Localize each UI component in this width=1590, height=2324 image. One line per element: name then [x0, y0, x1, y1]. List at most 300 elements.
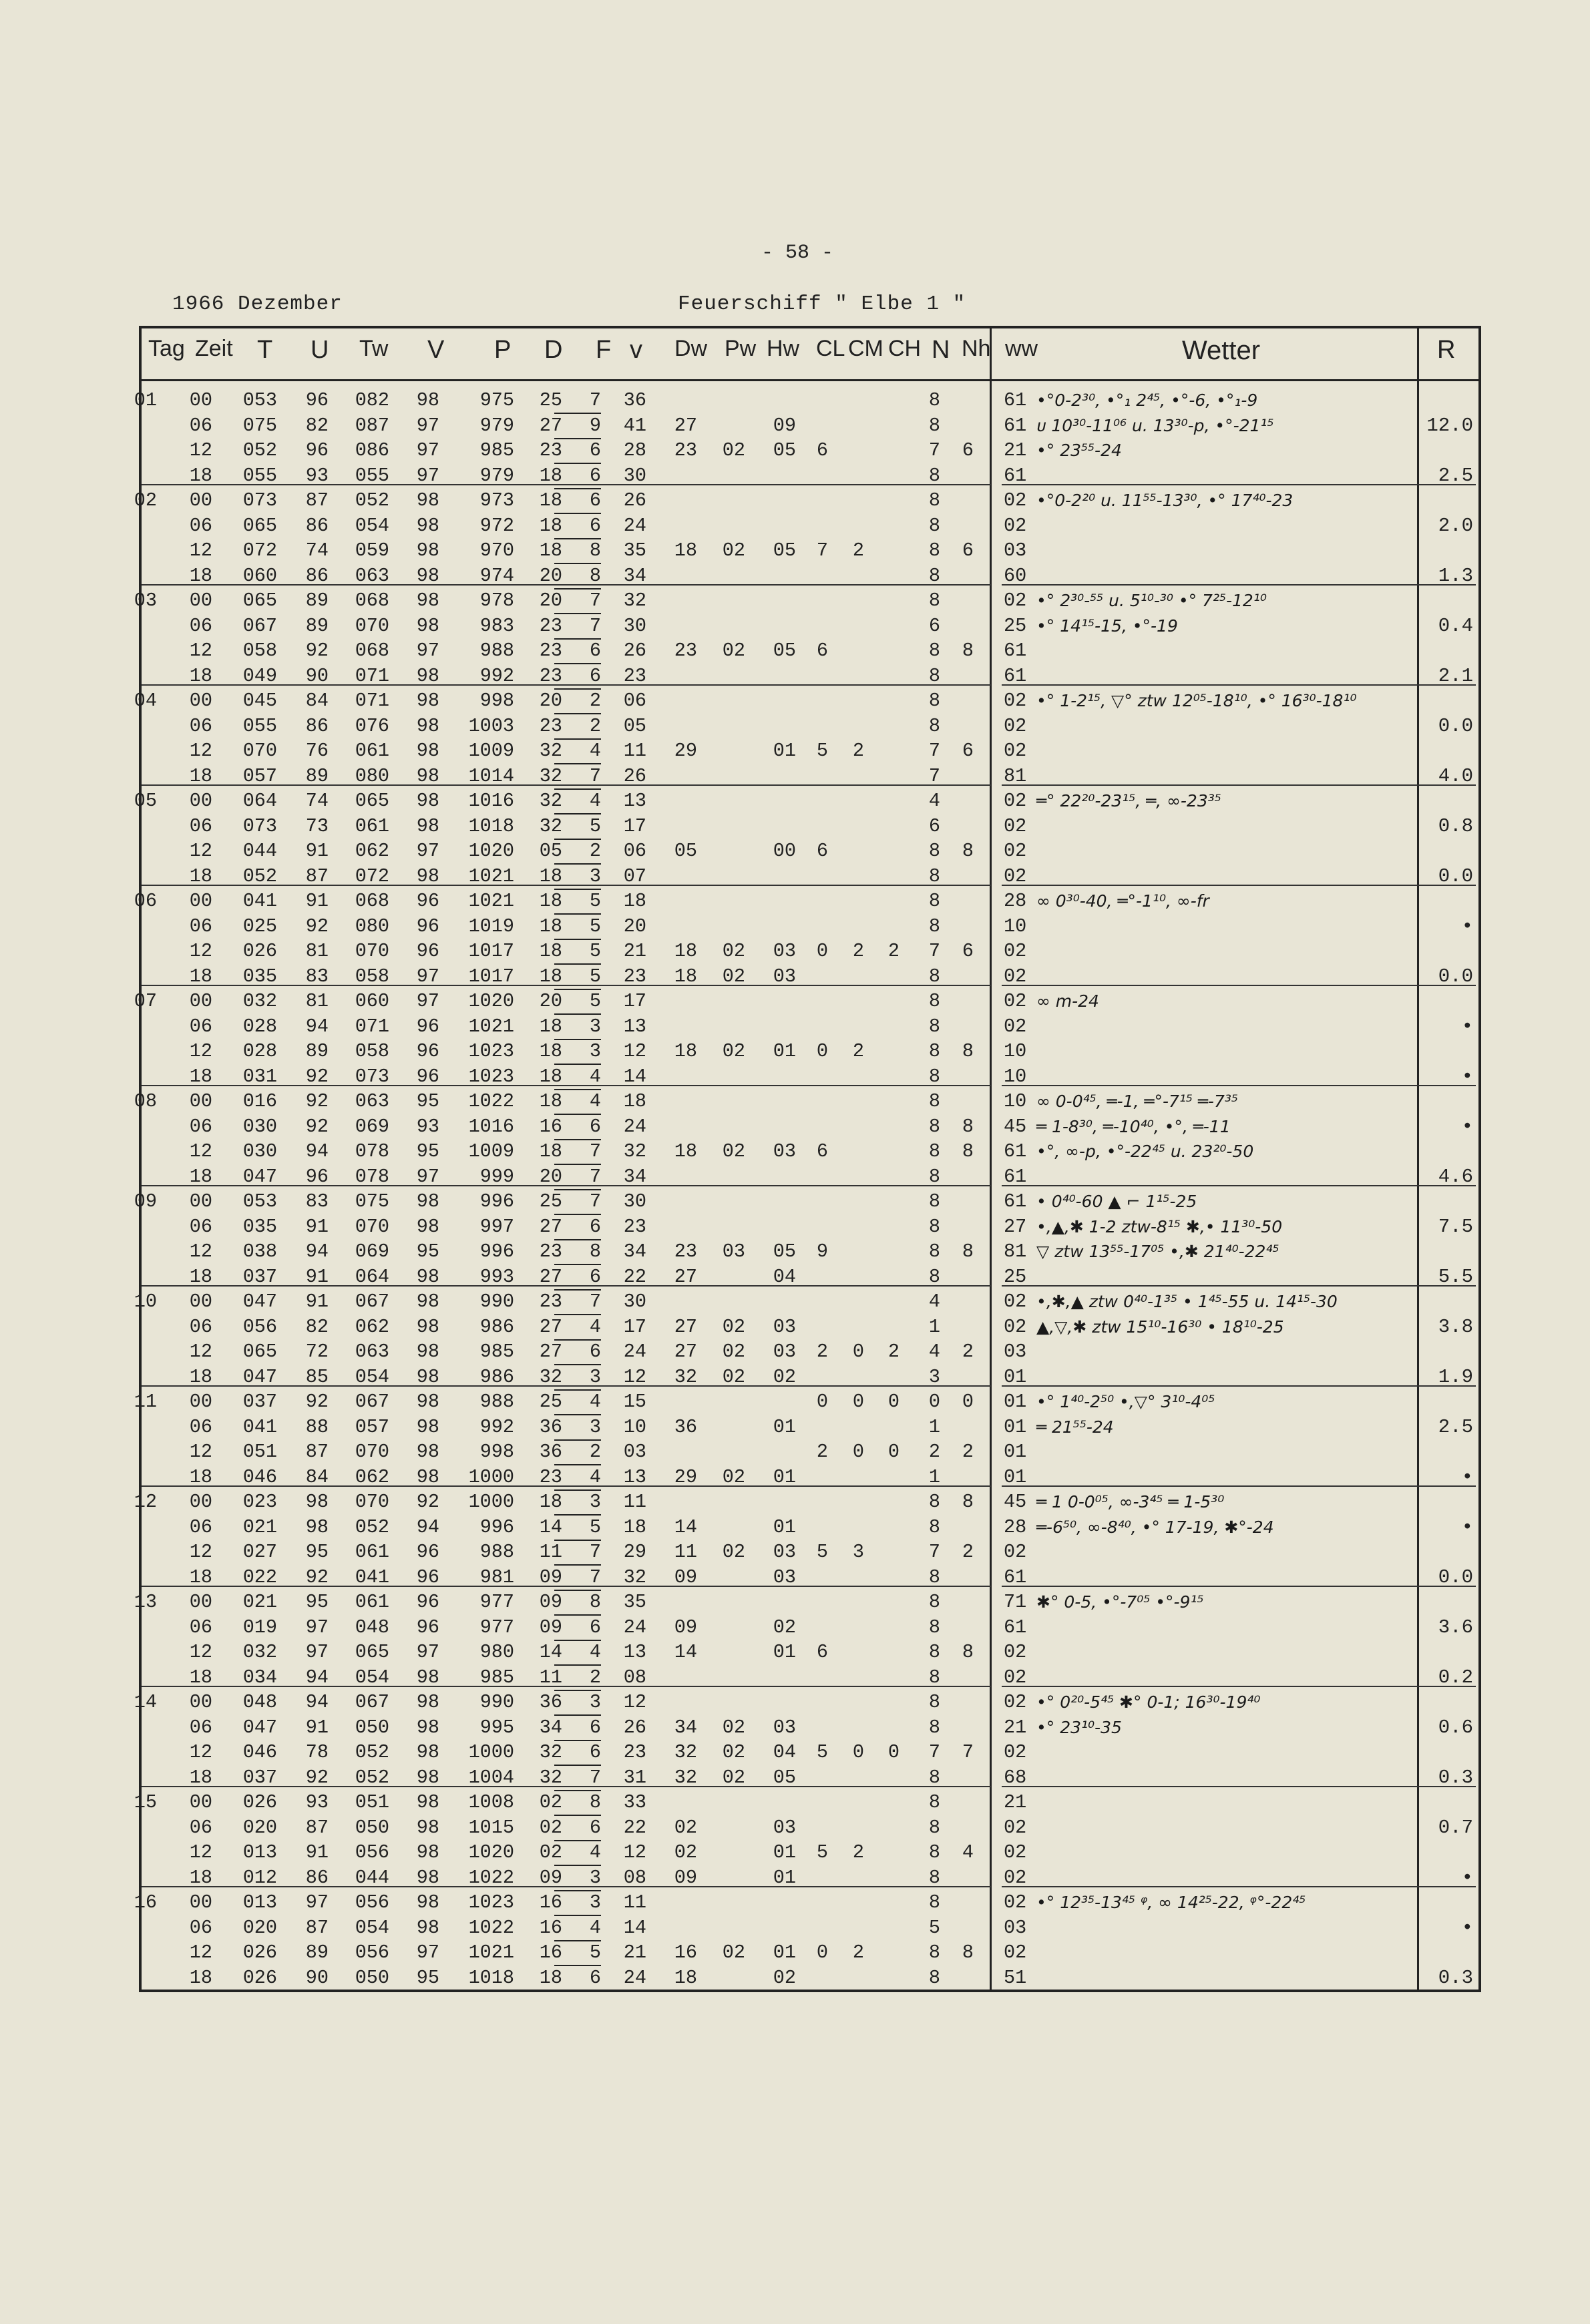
- cell-t: 070: [242, 740, 277, 762]
- cell-time: 12: [189, 1941, 212, 1963]
- cell-f: 6: [554, 1264, 601, 1291]
- cell-n: 8: [928, 1616, 940, 1638]
- cell-v: 96: [416, 915, 439, 937]
- cell-ww: 61: [1004, 1165, 1027, 1188]
- cell-n: 7: [928, 940, 940, 962]
- cell-tw: 080: [355, 764, 389, 787]
- cell-n: 8: [928, 464, 940, 487]
- cell-r: 5.5: [1438, 1265, 1473, 1288]
- cell-v: 98: [416, 740, 439, 762]
- col-header-wetter: Wetter: [1182, 336, 1261, 365]
- cell-t: 020: [242, 1916, 277, 1939]
- cell-time: 18: [189, 1065, 212, 1088]
- cell-v: 98: [416, 1415, 439, 1438]
- cell-dw: 02: [674, 1841, 697, 1863]
- weather-note: •° 14¹⁵-15, •°-19: [1036, 616, 1178, 636]
- cell-hw: 01: [773, 1941, 796, 1963]
- cell-nh: 7: [962, 1741, 974, 1763]
- cell-time: 00: [189, 890, 212, 912]
- cell-v: 17: [623, 1315, 646, 1338]
- cell-u: 81: [305, 990, 329, 1012]
- cell-n: 8: [928, 1215, 940, 1238]
- cell-n: 8: [928, 1265, 940, 1288]
- cell-f: 5: [554, 814, 601, 840]
- cell-f: 3: [554, 1039, 601, 1065]
- cell-hw: 05: [773, 640, 796, 662]
- cell-d: 09: [539, 1866, 562, 1889]
- cell-cm: 0: [852, 1341, 864, 1363]
- cell-p: 990: [479, 1291, 514, 1313]
- cell-d: 20: [539, 1165, 562, 1188]
- cell-p: 978: [479, 590, 514, 612]
- cell-t: 049: [242, 664, 277, 687]
- weather-note: •° 2³⁰-⁵⁵ u. 5¹⁰-³⁰ •° 7²⁵-12¹⁰: [1036, 591, 1267, 610]
- cell-n: 8: [928, 539, 940, 561]
- cell-tw: 057: [355, 1415, 389, 1438]
- cell-cm: 2: [852, 539, 864, 561]
- cell-ww: 21: [1004, 1791, 1027, 1813]
- cell-v: 98: [416, 1391, 439, 1413]
- cell-day: 08: [134, 1090, 157, 1112]
- cell-time: 06: [189, 1315, 212, 1338]
- day-separator: [1002, 1185, 1476, 1186]
- col-header-hw: Hw: [767, 336, 800, 361]
- cell-ww: 02: [1004, 940, 1027, 962]
- cell-hw: 05: [773, 439, 796, 461]
- cell-r: 1.9: [1438, 1365, 1473, 1388]
- cell-f: 6: [554, 488, 601, 514]
- cell-tw: 054: [355, 1666, 389, 1688]
- cell-dw: 18: [674, 940, 697, 962]
- cell-day: 02: [134, 489, 157, 511]
- cell-nh: 4: [962, 1841, 974, 1863]
- cell-ww: 02: [1004, 1691, 1027, 1713]
- cell-d: 11: [539, 1666, 562, 1688]
- cell-v: 98: [416, 1465, 439, 1488]
- cell-f: 2: [554, 1665, 601, 1691]
- day-separator: [142, 1886, 991, 1887]
- cell-d: 18: [539, 1040, 562, 1062]
- cell-f: 2: [554, 1439, 601, 1465]
- col-header-t: T: [257, 336, 273, 364]
- day-separator: [142, 684, 991, 686]
- cell-day: 01: [134, 389, 157, 411]
- cell-tw: 086: [355, 439, 389, 461]
- cell-ww: 28: [1004, 890, 1027, 912]
- cell-r: •: [1461, 1866, 1473, 1889]
- cell-n: 8: [928, 1190, 940, 1212]
- cell-time: 18: [189, 1866, 212, 1889]
- cell-v: 97: [416, 990, 439, 1012]
- cell-v: 98: [416, 590, 439, 612]
- cell-p: 1000: [468, 1741, 514, 1763]
- cell-time: 00: [189, 489, 212, 511]
- cell-tw: 065: [355, 1641, 389, 1663]
- cell-f: 6: [554, 1715, 601, 1741]
- cell-v: 94: [416, 1516, 439, 1538]
- cell-tw: 063: [355, 1341, 389, 1363]
- cell-hw: 02: [773, 1616, 796, 1638]
- cell-p: 1018: [468, 815, 514, 837]
- cell-v: 35: [623, 539, 646, 561]
- cell-t: 012: [242, 1866, 277, 1889]
- cell-d: 14: [539, 1641, 562, 1663]
- cell-v: 98: [416, 690, 439, 712]
- cell-time: 12: [189, 1441, 212, 1463]
- cell-t: 035: [242, 1215, 277, 1238]
- cell-ww: 21: [1004, 1716, 1027, 1738]
- cell-f: 5: [554, 964, 601, 990]
- cell-n: 1: [928, 1465, 940, 1488]
- cell-cl: 6: [816, 1140, 828, 1162]
- cell-u: 87: [305, 1916, 329, 1939]
- cell-v: 34: [623, 1240, 646, 1262]
- cell-ww: 45: [1004, 1115, 1027, 1138]
- cell-u: 91: [305, 840, 329, 862]
- cell-time: 06: [189, 1716, 212, 1738]
- cell-tw: 061: [355, 815, 389, 837]
- cell-p: 1008: [468, 1791, 514, 1813]
- cell-d: 18: [539, 514, 562, 537]
- cell-ww: 68: [1004, 1766, 1027, 1789]
- cell-ww: 01: [1004, 1365, 1027, 1388]
- cell-ww: 02: [1004, 1315, 1027, 1338]
- cell-tw: 071: [355, 664, 389, 687]
- cell-t: 048: [242, 1691, 277, 1713]
- cell-r: •: [1461, 1065, 1473, 1088]
- cell-u: 96: [305, 1165, 329, 1188]
- cell-tw: 073: [355, 1065, 389, 1088]
- cell-v: 24: [623, 1115, 646, 1138]
- cell-u: 93: [305, 464, 329, 487]
- cell-f: 4: [554, 1640, 601, 1666]
- cell-d: 11: [539, 1541, 562, 1563]
- cell-t: 028: [242, 1015, 277, 1037]
- cell-nh: 8: [962, 1240, 974, 1262]
- cell-ww: 10: [1004, 915, 1027, 937]
- cell-v: 26: [623, 640, 646, 662]
- cell-p: 1009: [468, 740, 514, 762]
- cell-time: 06: [189, 1616, 212, 1638]
- cell-n: 5: [928, 1916, 940, 1939]
- cell-time: 06: [189, 1215, 212, 1238]
- day-separator: [1002, 584, 1476, 586]
- cell-t: 022: [242, 1566, 277, 1588]
- cell-time: 00: [189, 1591, 212, 1613]
- cell-dw: 16: [674, 1941, 697, 1963]
- cell-u: 94: [305, 1140, 329, 1162]
- weather-note: ═-6⁵⁰, ∞-8⁴⁰, •° 17-19, ✱°-24: [1036, 1517, 1274, 1537]
- weather-note: •° 23¹⁰-35: [1036, 1717, 1122, 1737]
- cell-v: 30: [623, 1190, 646, 1212]
- cell-v: 15: [623, 1391, 646, 1413]
- cell-t: 056: [242, 1315, 277, 1338]
- cell-d: 20: [539, 564, 562, 587]
- cell-f: 7: [554, 588, 601, 614]
- cell-hw: 05: [773, 1240, 796, 1262]
- cell-p: 973: [479, 489, 514, 511]
- cell-t: 037: [242, 1766, 277, 1789]
- cell-ww: 10: [1004, 1040, 1027, 1062]
- cell-tw: 052: [355, 1516, 389, 1538]
- cell-ww: 10: [1004, 1065, 1027, 1088]
- cell-p: 1014: [468, 764, 514, 787]
- cell-f: 3: [554, 1865, 601, 1891]
- cell-hw: 03: [773, 1566, 796, 1588]
- cell-u: 86: [305, 514, 329, 537]
- cell-u: 89: [305, 1941, 329, 1963]
- cell-v: 97: [416, 464, 439, 487]
- cell-v: 14: [623, 1916, 646, 1939]
- cell-u: 97: [305, 1891, 329, 1913]
- cell-tw: 052: [355, 1766, 389, 1789]
- cell-f: 5: [554, 1515, 601, 1541]
- cell-tw: 064: [355, 1265, 389, 1288]
- cell-ww: 02: [1004, 590, 1027, 612]
- cell-d: 18: [539, 1140, 562, 1162]
- cell-v: 13: [623, 1641, 646, 1663]
- cell-time: 18: [189, 464, 212, 487]
- weather-note: •°0-2²⁰ u. 11⁵⁵-13³⁰, •° 17⁴⁰-23: [1036, 491, 1294, 510]
- cell-n: 8: [928, 840, 940, 862]
- cell-u: 87: [305, 865, 329, 887]
- cell-u: 96: [305, 439, 329, 461]
- weather-note: ═ 1-8³⁰, ═-10⁴⁰, •°, ═-11: [1036, 1116, 1231, 1136]
- cell-d: 27: [539, 414, 562, 437]
- cell-p: 1016: [468, 790, 514, 812]
- cell-tw: 067: [355, 1691, 389, 1713]
- cell-p: 977: [479, 1591, 514, 1613]
- cell-d: 18: [539, 1491, 562, 1513]
- cell-f: 3: [554, 1415, 601, 1441]
- cell-f: 7: [554, 1540, 601, 1566]
- cell-t: 035: [242, 965, 277, 987]
- weather-note: •,▲,✱ 1-2 ztw-8¹⁵ ✱,• 11³⁰-50: [1036, 1216, 1283, 1236]
- cell-f: 5: [554, 989, 601, 1015]
- cell-dw: 32: [674, 1766, 697, 1789]
- cell-v: 98: [416, 1441, 439, 1463]
- cell-v: 18: [623, 1090, 646, 1112]
- cell-u: 89: [305, 764, 329, 787]
- cell-v: 98: [416, 815, 439, 837]
- cell-ww: 25: [1004, 614, 1027, 637]
- cell-t: 032: [242, 1641, 277, 1663]
- weather-note: ═ 1 0-0⁰⁵, ∞-3⁴⁵ ═ 1-5³⁰: [1036, 1492, 1225, 1512]
- cell-t: 023: [242, 1491, 277, 1513]
- cell-r: 0.0: [1438, 965, 1473, 987]
- cell-dw: 36: [674, 1415, 697, 1438]
- cell-ww: 61: [1004, 414, 1027, 437]
- cell-tw: 062: [355, 1315, 389, 1338]
- cell-v: 11: [623, 740, 646, 762]
- cell-t: 019: [242, 1616, 277, 1638]
- cell-t: 073: [242, 815, 277, 837]
- cell-t: 053: [242, 1190, 277, 1212]
- cell-time: 00: [189, 790, 212, 812]
- cell-v: 95: [416, 1140, 439, 1162]
- cell-v: 34: [623, 564, 646, 587]
- cell-pw: 02: [722, 965, 745, 987]
- cell-p: 972: [479, 514, 514, 537]
- cell-ww: 61: [1004, 1140, 1027, 1162]
- cell-f: 6: [554, 1815, 601, 1841]
- cell-time: 12: [189, 1240, 212, 1262]
- cell-dw: 02: [674, 1816, 697, 1839]
- cell-n: 1: [928, 1315, 940, 1338]
- cell-t: 020: [242, 1816, 277, 1839]
- cell-t: 032: [242, 990, 277, 1012]
- cell-d: 32: [539, 740, 562, 762]
- cell-v: 97: [416, 439, 439, 461]
- cell-f: 2: [554, 714, 601, 740]
- cell-t: 051: [242, 1441, 277, 1463]
- cell-tw: 050: [355, 1816, 389, 1839]
- cell-v: 08: [623, 1866, 646, 1889]
- cell-v: 03: [623, 1441, 646, 1463]
- cell-ww: 81: [1004, 1240, 1027, 1262]
- cell-time: 00: [189, 389, 212, 411]
- cell-dw: 18: [674, 1040, 697, 1062]
- day-separator: [142, 484, 991, 485]
- cell-d: 20: [539, 590, 562, 612]
- cell-v: 98: [416, 564, 439, 587]
- cell-pw: 02: [722, 1716, 745, 1738]
- cell-v: 26: [623, 489, 646, 511]
- cell-d: 09: [539, 1591, 562, 1613]
- cell-f: 6: [554, 664, 601, 690]
- cell-ww: 01: [1004, 1465, 1027, 1488]
- cell-v: 98: [416, 489, 439, 511]
- cell-hw: 01: [773, 1516, 796, 1538]
- cell-t: 028: [242, 1040, 277, 1062]
- cell-hw: 01: [773, 740, 796, 762]
- cell-n: 4: [928, 790, 940, 812]
- cell-day: 07: [134, 990, 157, 1012]
- cell-p: 1023: [468, 1040, 514, 1062]
- cell-f: 3: [554, 864, 601, 890]
- cell-p: 977: [479, 1616, 514, 1638]
- cell-d: 34: [539, 1716, 562, 1738]
- cell-v: 30: [623, 1291, 646, 1313]
- cell-u: 85: [305, 1365, 329, 1388]
- cell-time: 06: [189, 1816, 212, 1839]
- cell-cl: 9: [816, 1240, 828, 1262]
- cell-cl: 6: [816, 439, 828, 461]
- day-separator: [142, 1385, 991, 1387]
- cell-f: 6: [554, 1615, 601, 1641]
- cell-tw: 055: [355, 464, 389, 487]
- cell-f: 7: [554, 1164, 601, 1190]
- cell-p: 1023: [468, 1891, 514, 1913]
- cell-hw: 01: [773, 1641, 796, 1663]
- cell-r: 2.0: [1438, 514, 1473, 537]
- cell-r: 4.0: [1438, 764, 1473, 787]
- cell-u: 90: [305, 664, 329, 687]
- cell-time: 00: [189, 1791, 212, 1813]
- day-separator: [1002, 885, 1476, 886]
- cell-n: 8: [928, 1491, 940, 1513]
- cell-r: 0.4: [1438, 614, 1473, 637]
- day-separator: [1002, 1586, 1476, 1587]
- cell-nh: 8: [962, 840, 974, 862]
- cell-day: 16: [134, 1891, 157, 1913]
- cell-t: 053: [242, 389, 277, 411]
- cell-nh: 6: [962, 940, 974, 962]
- cell-t: 030: [242, 1115, 277, 1138]
- cell-u: 84: [305, 690, 329, 712]
- cell-p: 1022: [468, 1090, 514, 1112]
- cell-n: 8: [928, 1040, 940, 1062]
- cell-pw: 02: [722, 1315, 745, 1338]
- cell-day: 10: [134, 1291, 157, 1313]
- cell-v: 95: [416, 1966, 439, 1989]
- cell-ww: 02: [1004, 1941, 1027, 1963]
- cell-cl: 6: [816, 840, 828, 862]
- col-header-tag: Tag: [148, 336, 185, 361]
- cell-cl: 6: [816, 640, 828, 662]
- cell-r: 0.0: [1438, 865, 1473, 887]
- cell-t: 067: [242, 614, 277, 637]
- cell-v: 98: [416, 1766, 439, 1789]
- cell-time: 06: [189, 1115, 212, 1138]
- column-divider-r: [1417, 326, 1419, 1992]
- cell-u: 95: [305, 1541, 329, 1563]
- cell-t: 041: [242, 1415, 277, 1438]
- cell-v: 97: [416, 1941, 439, 1963]
- cell-n: 8: [928, 1766, 940, 1789]
- day-separator: [1002, 784, 1476, 786]
- cell-r: 12.0: [1426, 414, 1473, 437]
- cell-v: 12: [623, 1365, 646, 1388]
- cell-v: 36: [623, 389, 646, 411]
- col-header-v: v: [630, 336, 642, 364]
- cell-u: 91: [305, 1265, 329, 1288]
- cell-tw: 061: [355, 1541, 389, 1563]
- cell-d: 16: [539, 1115, 562, 1138]
- cell-cm: 0: [852, 1441, 864, 1463]
- cell-ww: 02: [1004, 1666, 1027, 1688]
- cell-r: 0.6: [1438, 1716, 1473, 1738]
- cell-d: 05: [539, 840, 562, 862]
- cell-t: 013: [242, 1891, 277, 1913]
- day-separator: [142, 1085, 991, 1086]
- cell-time: 06: [189, 815, 212, 837]
- cell-p: 986: [479, 1365, 514, 1388]
- cell-r: •: [1461, 1516, 1473, 1538]
- cell-pw: 02: [722, 1941, 745, 1963]
- cell-time: 00: [189, 590, 212, 612]
- cell-nh: 8: [962, 1641, 974, 1663]
- cell-n: 8: [928, 1065, 940, 1088]
- cell-cm: 3: [852, 1541, 864, 1563]
- cell-v: 96: [416, 1015, 439, 1037]
- cell-u: 92: [305, 1766, 329, 1789]
- cell-nh: 2: [962, 1441, 974, 1463]
- cell-n: 8: [928, 714, 940, 737]
- cell-u: 91: [305, 1841, 329, 1863]
- cell-f: 7: [554, 1565, 601, 1591]
- cell-t: 047: [242, 1716, 277, 1738]
- cell-t: 064: [242, 790, 277, 812]
- cell-time: 18: [189, 1465, 212, 1488]
- cell-f: 4: [554, 1064, 601, 1090]
- day-separator: [1002, 1786, 1476, 1787]
- cell-n: 8: [928, 664, 940, 687]
- cell-cl: 5: [816, 1541, 828, 1563]
- cell-v: 96: [416, 1566, 439, 1588]
- cell-t: 026: [242, 1941, 277, 1963]
- cell-d: 02: [539, 1816, 562, 1839]
